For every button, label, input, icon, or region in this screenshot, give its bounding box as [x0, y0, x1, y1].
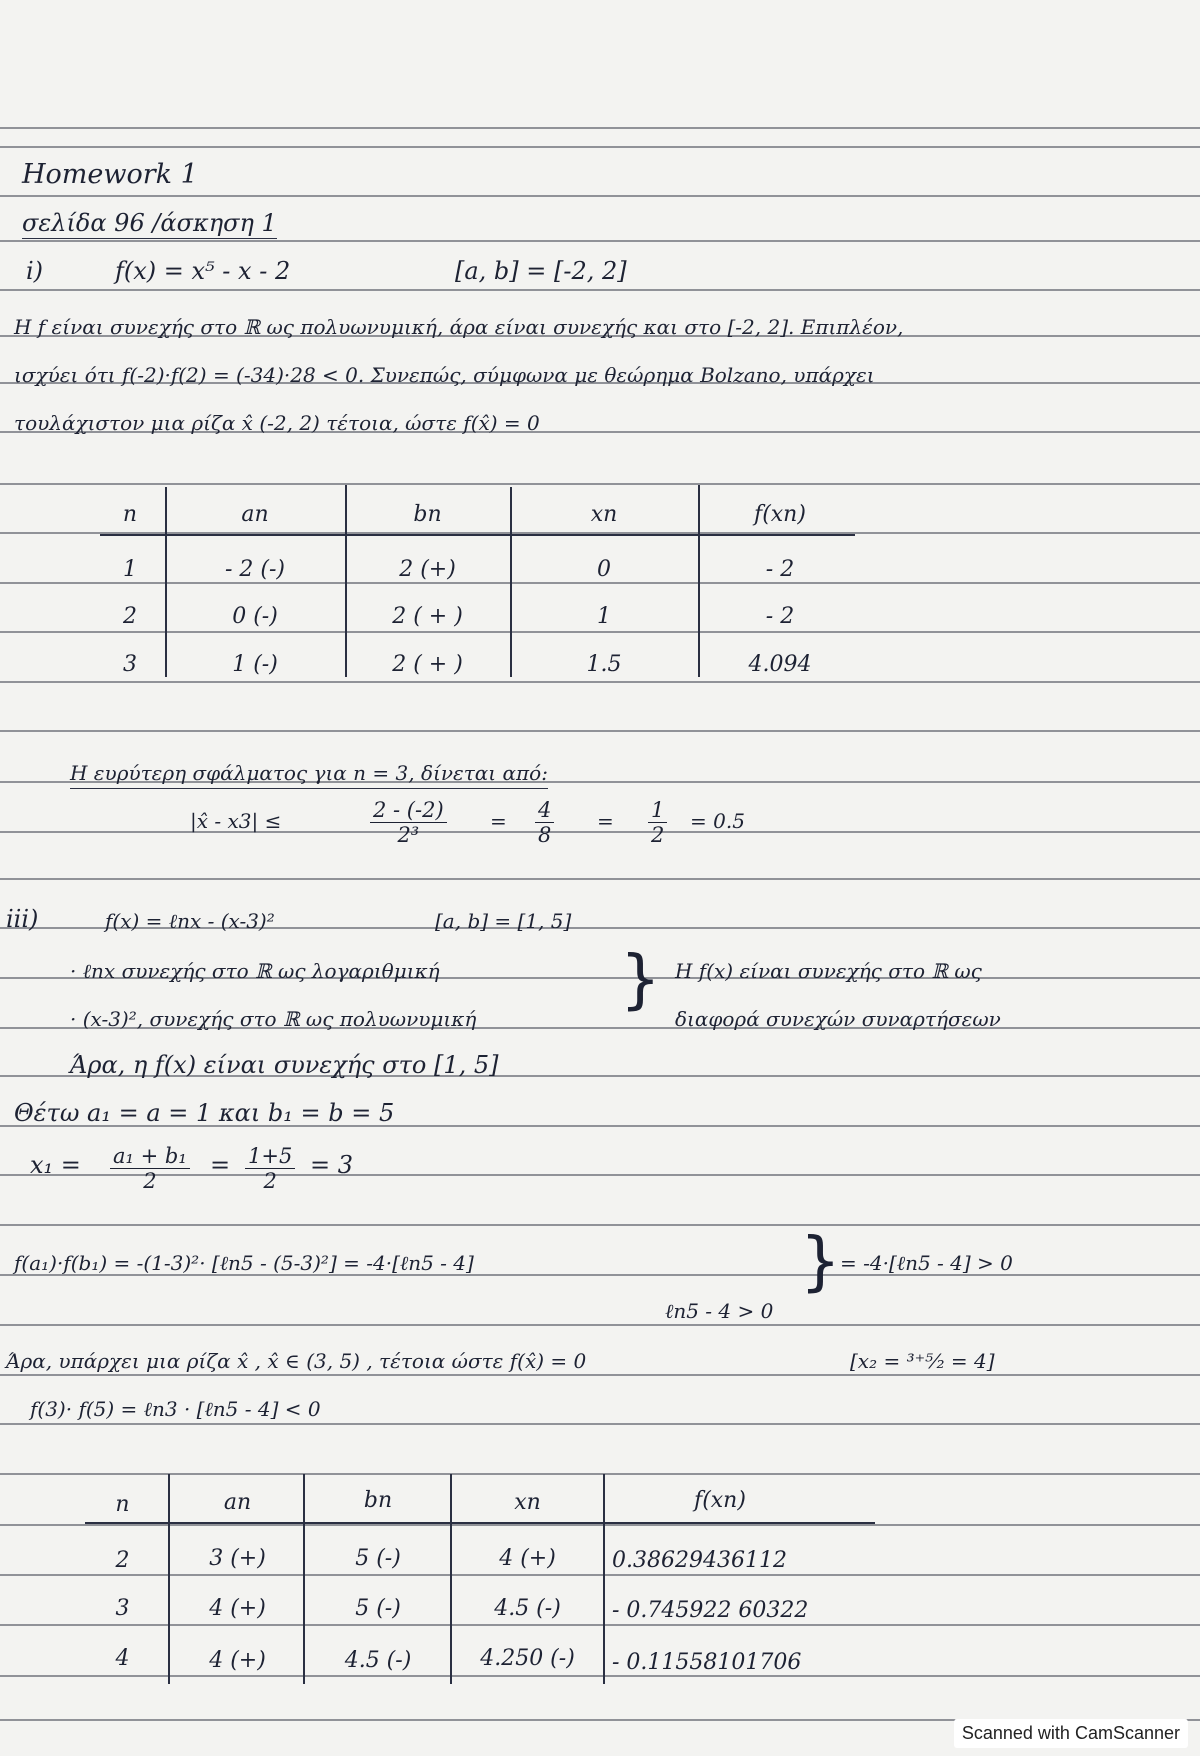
- equals-sign: =: [597, 809, 614, 833]
- table1-cell: 2: [123, 604, 137, 629]
- table1-cell: 0 (-): [232, 604, 278, 629]
- error-bound-result: = 0.5: [690, 809, 745, 833]
- table1-divider: [510, 487, 512, 677]
- fraction-numerator: a₁ + b₁: [110, 1144, 190, 1169]
- table2-header-bn: bn: [363, 1488, 393, 1513]
- table1-cell: 2 ( + ): [392, 652, 463, 677]
- table2-cell: 4: [115, 1646, 130, 1671]
- brace-conclusion-1: Η f(x) είναι συνεχής στο ℝ ως: [675, 959, 982, 983]
- part-iii-interval: [a, b] = [1, 5]: [435, 909, 572, 933]
- root-existence-line: Άρα, υπάρχει μια ρίζα x̂ , x̂ ∈ (3, 5) , τέτοια ώστε f(x̂) = 0: [6, 1349, 587, 1373]
- f3-f5-line: f(3)· f(5) = ℓn3 · [ℓn5 - 4] < 0: [30, 1397, 321, 1421]
- fraction-denominator: 8: [538, 823, 552, 847]
- fraction-denominator: 2³: [397, 823, 420, 847]
- table2-cell: 4 (+): [209, 1648, 266, 1673]
- part-i-line-2: ισχύει ότι f(-2)·f(2) = (-34)·28 < 0. Συνεπώς, σύμφωνα με θεώρημα Bolzano, υπάρχει: [14, 363, 875, 387]
- table2-cell: 3: [115, 1596, 130, 1621]
- table2-cell: - 0.745922 60322: [612, 1598, 809, 1623]
- error-bound-text: Η ευρύτερη σφάλματος για n = 3, δίνεται από:: [70, 758, 548, 789]
- table1-header-bn: bn: [413, 502, 442, 527]
- error-bound-fraction-3: [648, 798, 667, 847]
- table2-cell: 3 (+): [209, 1546, 266, 1571]
- table1-cell: 1: [123, 557, 137, 582]
- table2-cell: - 0.11558101706: [612, 1650, 802, 1675]
- fraction-numerator: 2 - (-2): [370, 798, 447, 823]
- part-i-line-3: τουλάχιστον μια ρίζα x̂ (-2, 2) τέτοια, ώστε f(x̂) = 0: [14, 411, 540, 435]
- table1-cell: - 2 (-): [224, 557, 286, 582]
- continuity-item-ln: · ℓnx συνεχής στο ℝ ως λογαριθμική: [70, 959, 440, 983]
- table2-cell: 5 (-): [355, 1546, 401, 1571]
- table1-header-fxn: f(xn): [754, 502, 806, 527]
- part-i-line-1: Η f είναι συνεχής στο ℝ ως πολυωνυμική, άρα είναι συνεχής και στο [-2, 2]. Επιπλέον,: [14, 315, 904, 339]
- table1-header-n: n: [122, 502, 138, 527]
- table1-cell: 1: [597, 604, 611, 629]
- table1-cell: 1.5: [586, 652, 622, 677]
- fraction-numerator: 1: [648, 798, 667, 823]
- error-bound-fraction: [370, 798, 447, 847]
- table1-cell: 0: [597, 557, 611, 582]
- table1-divider: [698, 485, 700, 677]
- table2-cell: 4.250 (-): [480, 1646, 575, 1671]
- table2-cell: 5 (-): [355, 1596, 401, 1621]
- table2-divider: [450, 1474, 452, 1684]
- table1-divider: [345, 485, 347, 677]
- equals-sign: =: [490, 809, 507, 833]
- fraction-numerator: 1+5: [245, 1144, 295, 1169]
- product-result: = -4·[ℓn5 - 4] > 0: [840, 1251, 1013, 1275]
- equals-sign: =: [210, 1151, 231, 1179]
- product-line: f(a₁)·f(b₁) = -(1-3)²· [ℓn5 - (5-3)²] = -4·[ℓn5 - 4]: [14, 1251, 474, 1275]
- error-bound-lhs: |x̂ - x3| ≤: [190, 809, 282, 833]
- x1-result: = 3: [310, 1151, 354, 1179]
- table2-header-fxn: f(xn): [694, 1488, 746, 1513]
- table1-header-an: an: [241, 502, 269, 527]
- error-bound-fraction-2: [535, 798, 554, 847]
- x1-fraction-2: [245, 1144, 295, 1193]
- continuity-conclusion: Άρα, η f(x) είναι συνεχής στο [1, 5]: [70, 1051, 499, 1079]
- table2-cell: 4 (+): [209, 1596, 266, 1621]
- x1-fraction-1: [110, 1144, 190, 1193]
- x1-lhs: x₁ =: [30, 1151, 81, 1179]
- set-initial-values: Θέτω a₁ = a = 1 και b₁ = b = 5: [14, 1099, 395, 1127]
- x2-note: [x₂ = ³⁺⁵⁄₂ = 4]: [850, 1349, 995, 1373]
- table2-cell: 2: [115, 1548, 130, 1573]
- table1-cell: 4.094: [748, 652, 812, 677]
- table1-cell: 1 (-): [232, 652, 278, 677]
- table2-cell: 4 (+): [499, 1546, 556, 1571]
- part-i-interval: [a, b] = [-2, 2]: [455, 257, 627, 285]
- right-brace-icon: }: [800, 1225, 841, 1299]
- table2-cell: 0.38629436112: [612, 1548, 787, 1573]
- right-brace-icon: }: [620, 943, 661, 1017]
- table1-cell: - 2: [765, 557, 795, 582]
- table2-divider: [168, 1474, 170, 1684]
- table1-divider: [165, 487, 167, 677]
- table1-cell: 2 ( + ): [392, 604, 463, 629]
- table2-header-an: an: [223, 1490, 252, 1515]
- continuity-item-poly: · (x-3)², συνεχής στο ℝ ως πολυωνυμική: [70, 1007, 477, 1031]
- part-iii-function: f(x) = ℓnx - (x-3)²: [105, 909, 275, 933]
- part-i-label: i): [26, 257, 44, 285]
- fraction-denominator: 2: [143, 1169, 157, 1193]
- fraction-denominator: 2: [651, 823, 665, 847]
- fraction-denominator: 2: [263, 1169, 277, 1193]
- homework-title: Homework 1: [22, 159, 198, 190]
- part-i-function: f(x) = x⁵ - x - 2: [115, 257, 291, 285]
- table2-header-rule: [85, 1522, 875, 1524]
- table1-cell: 3: [123, 652, 137, 677]
- page-exercise-label: σελίδα 96 /άσκηση 1: [22, 209, 277, 237]
- brace-conclusion-2: διαφορά συνεχών συναρτήσεων: [675, 1007, 1001, 1031]
- camscanner-watermark: Scanned with CamScanner: [954, 1719, 1188, 1748]
- table2-cell: 4.5 (-): [494, 1596, 561, 1621]
- product-sub-condition: ℓn5 - 4 > 0: [665, 1299, 774, 1323]
- table1-cell: 2 (+): [399, 557, 456, 582]
- table2-divider: [603, 1474, 605, 1684]
- table1-cell: - 2: [765, 604, 795, 629]
- table2-header-n: n: [115, 1492, 130, 1517]
- table2-divider: [303, 1474, 305, 1684]
- fraction-numerator: 4: [535, 798, 554, 823]
- part-iii-label: iii): [6, 905, 39, 933]
- table1-header-xn: xn: [590, 502, 618, 527]
- table1-header-rule: [100, 534, 855, 536]
- table2-cell: 4.5 (-): [344, 1648, 412, 1673]
- table2-header-xn: xn: [514, 1490, 541, 1515]
